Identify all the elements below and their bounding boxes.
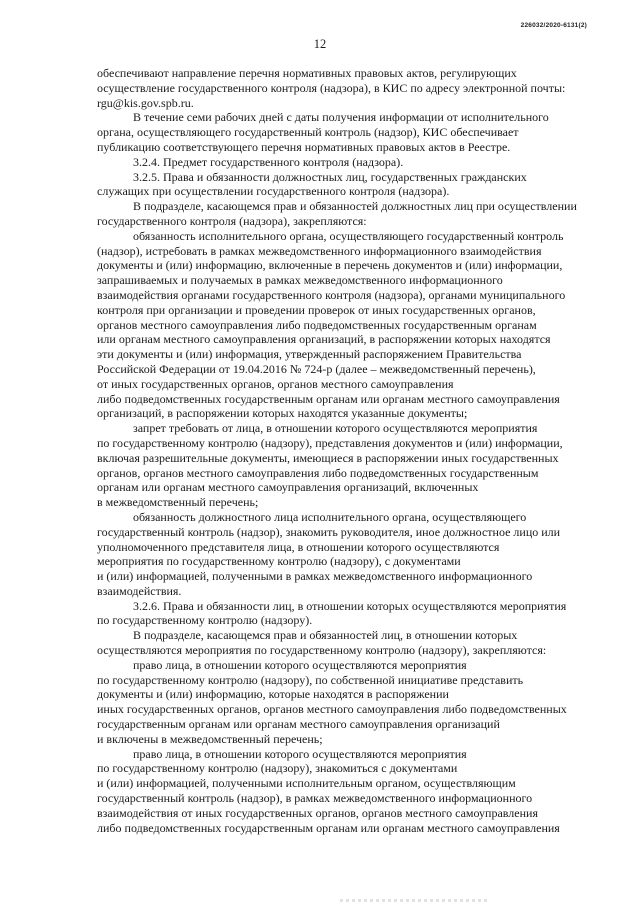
section-heading-3-2-5: 3.2.5. Права и обязанности должностных лиц, государственных гражданских служащих при осуществлении государственного контроля (надзора). bbox=[97, 169, 527, 199]
paragraph-obligation-request-documents: обязанность исполнительного органа, осуществляющего государственный контроль (надзор), истребовать в рамках межведомственного информационного взаимодействия документы и (или) информацию, включенные в перечень документов и (или) информации, запрашиваемых и получаемых в рамках межведомственного информационного взаимодействия органами государственного контроля (надзора), органами муниципального контроля при организации и проведении проверок от иных государственных органов, органов местного самоуправления либо подведомственных государственным органам или органам местного самоуправления организаций, в распоряжении которых находятся эти документы и (или) информация, утвержденный распоряжением Правительства Российской Федерации от 19.04.2016 № 724-р (далее – межведомственный перечень), от иных государственных органов, органов местного самоуправления либо подведомственных государственным органам или органам местного самоуправления организаций, в распоряжении которых находятся указанные документы; bbox=[97, 228, 566, 421]
paragraph-prohibition-require-documents: запрет требовать от лица, в отношении которого осуществляются мероприятия по государственному контролю (надзору), представления документов и (или) информации, включая разрешительные документы, имеющиеся в распоряжении иных государственных органов, органов местного самоуправления либо подведомственных государственным органам или органам местного самоуправления организаций, включенных в межведомственный перечень; bbox=[97, 421, 563, 510]
section-heading-3-2-6: 3.2.6. Права и обязанности лиц, в отношении которых осуществляются мероприятия по государственному контролю (надзору). bbox=[97, 598, 567, 628]
document-registration-number: 226032/2020-6131(2) bbox=[520, 22, 587, 29]
page-number: 12 bbox=[313, 37, 327, 51]
paragraph-right-familiarize: право лица, в отношении которого осуществляются мероприятия по государственному контролю (надзору), знакомиться с документами и (или) информацией, полученными исполнительным органом, осуществляющим государственный контроль (надзор), в рамках межведомственного информационного взаимодействия от иных государственных органов, органов местного самоуправления либо подведомственных государственным органам или органам местного самоуправления bbox=[97, 746, 560, 835]
paragraph-email-address: обеспечивают направление перечня нормативных правовых актов, регулирующих осуществление государственного контроля (надзора), в КИС по адресу электронной почты: rgu@kis.gov.spb.ru. bbox=[97, 66, 566, 110]
section-heading-3-2-4: 3.2.4. Предмет государственного контроля (надзора). bbox=[133, 154, 404, 169]
paragraph-persons-rights-intro: В подразделе, касающемся прав и обязанностей лиц, в отношении которых осуществляются мероприятия по государственному контролю (надзору), закрепляются: bbox=[97, 628, 547, 658]
paragraph-obligation-familiarize: обязанность должностного лица исполнительного органа, осуществляющего государственный контроль (надзор), знакомить руководителя, иное должностное лицо или уполномоченного представителя лица, в отношении которого осуществляются мероприятия по государственному контролю (надзору), с документами и (или) информацией, полученными в рамках межведомственного информационного взаимодействия. bbox=[97, 509, 561, 598]
scan-edge-artifact bbox=[340, 899, 490, 902]
document-body bbox=[97, 66, 600, 835]
paragraph-publication-deadline: В течение семи рабочих дней с даты получения информации от исполнительного органа, осуществляющего государственный контроль (надзор), КИС обеспечивает публикацию соответствующего перечня нормативных правовых актов в Реестре. bbox=[97, 110, 549, 154]
paragraph-officials-rights-intro: В подразделе, касающемся прав и обязанностей должностных лиц при осуществлении государственного контроля (надзора), закрепляются: bbox=[97, 199, 577, 228]
paragraph-right-submit-documents: право лица, в отношении которого осуществляются мероприятия по государственному контролю (надзору), по собственной инициативе представить документы и (или) информацию, которые находятся в распоряжении иных государственных органов, органов местного самоуправления либо подведомственных государственным органам или органам местного самоуправления организаций и включены в межведомственный перечень; bbox=[97, 657, 567, 746]
